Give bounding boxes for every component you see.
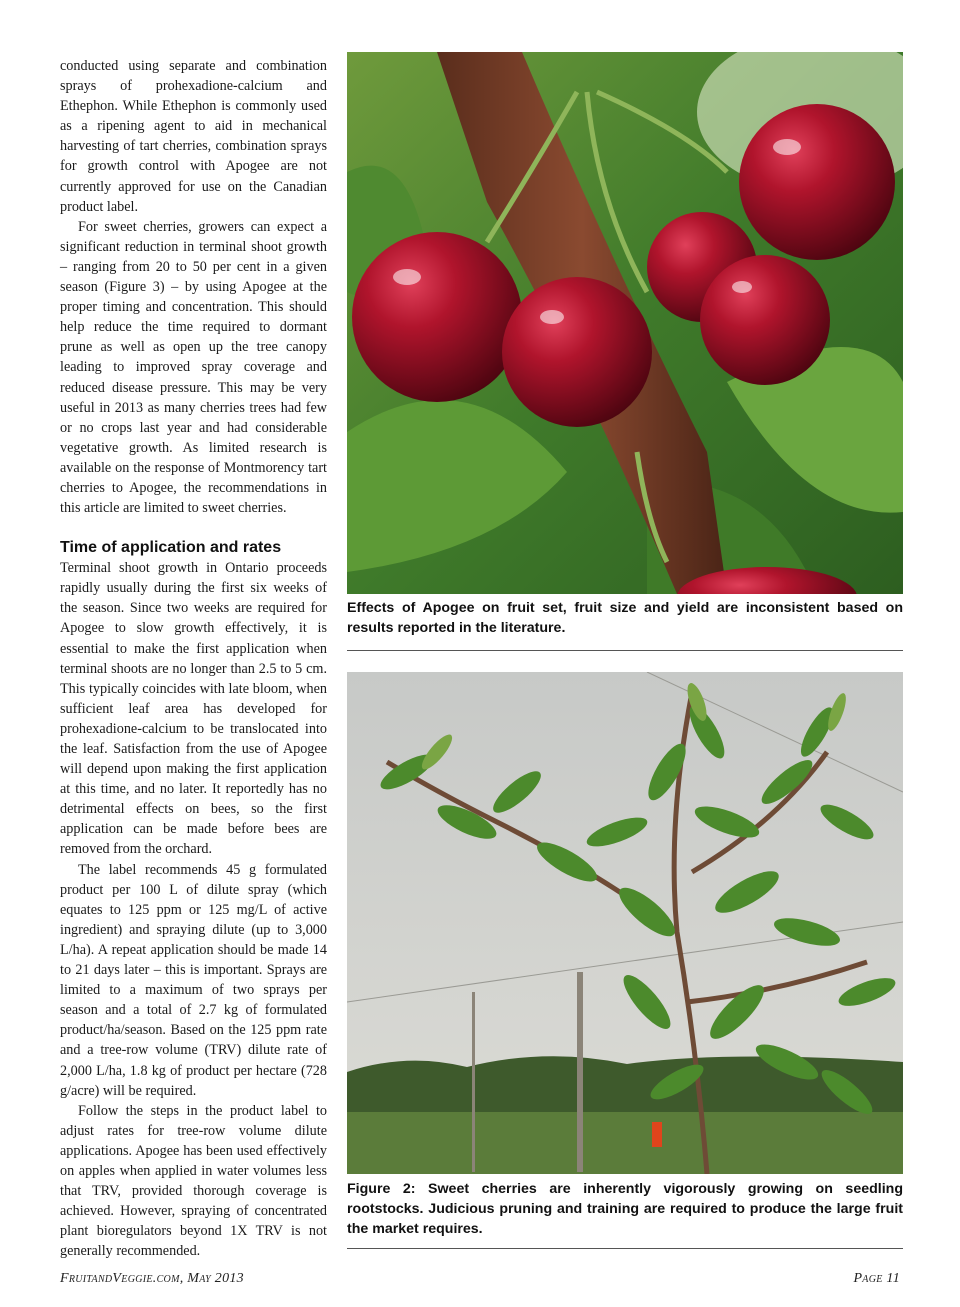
article-paragraph: The label recommends 45 g formulated product per 100 L of dilute spray (which equates to 125 ppm or 125 mg/L of active ingredient) and spraying dilute (up to 3,000 L/ha). A repeat application should be made 14 to 21 days later – this is important. Sprays are limited to a maximum of two sprays per season and a total of 2.7 kg of formulated product/ha/season. Based on the 125 ppm rate and a tree-row volume (TRV) dilute rate of 2,000 L/ha, 1.8 kg of product per hectare (728 g/acre) will be required. bbox=[60, 861, 327, 1099]
figure2-caption: Figure 2: Sweet cherries are inherently vigorously growing on seedling rootstocks. Judicious pruning and training are required to produce the large fruit the market requires. bbox=[347, 1181, 903, 1237]
article-paragraph: Terminal shoot growth in Ontario proceeds rapidly usually during the first six weeks of the season. Since two weeks are required for Apogee to slow growth effectively, it is essential to make the first application when terminal shoots are no longer than 2.5 to 5 cm. This typically coincides with late bloom, when sufficient leaf area has developed for prohexadione-calcium to be translocated into the leaf. Satisfaction from the use of Apogee will depend upon making the first application at this time, and no later. It reportedly has no detrimental effects on bees, so the first application can be made before bees are removed from the orchard. bbox=[60, 560, 327, 858]
figure1-caption: Effects of Apogee on fruit set, fruit size and yield are inconsistent based on results reported in the literature. bbox=[347, 600, 903, 636]
cherries-photo bbox=[347, 52, 903, 594]
cherry-tree-photo bbox=[347, 672, 903, 1174]
caption-divider bbox=[347, 1248, 903, 1249]
article-paragraph: For sweet cherries, growers can expect a significant reduction in terminal shoot growth – ranging from 20 to 50 per cent in a given season (Figure 3) – by using Apogee at the proper timing and concentration. This should help reduce the time required to dormant prune as well as open up the tree canopy leading to improved spray coverage and reduced disease pressure. This may be very useful in 2013 as many cherries trees had few or no crops last year and had considerable vegetative growth. As limited research is available on the response of Montmorency tart cherries to Apogee, the recommendations in this article are limited to sweet cherries. bbox=[60, 218, 327, 517]
page-number: Page 11 bbox=[853, 1271, 900, 1286]
article-paragraph: Follow the steps in the product label to adjust rates for tree-row volume dilute applications. Apogee has been used effectively on apples when applied in water volumes less that TRV, provided thorough coverage is achieved. However, spraying of concentrated plant bioregulators beyond 1X TRV is not generally recommended. bbox=[60, 1102, 327, 1260]
caption-divider bbox=[347, 650, 903, 651]
section-heading: Time of application and rates bbox=[60, 539, 282, 557]
article-column bbox=[60, 56, 327, 1261]
footer-publication: FruitandVeggie.com, May 2013 bbox=[60, 1271, 244, 1286]
article-paragraph: conducted using separate and combination sprays of prohexadione-calcium and Ethephon. While Ethephon is commonly used as a ripening agent to aid in mechanical harvesting of tart cherries, combination sprays for growth control with Apogee are not currently approved for use on the Canadian product label. bbox=[60, 58, 327, 215]
